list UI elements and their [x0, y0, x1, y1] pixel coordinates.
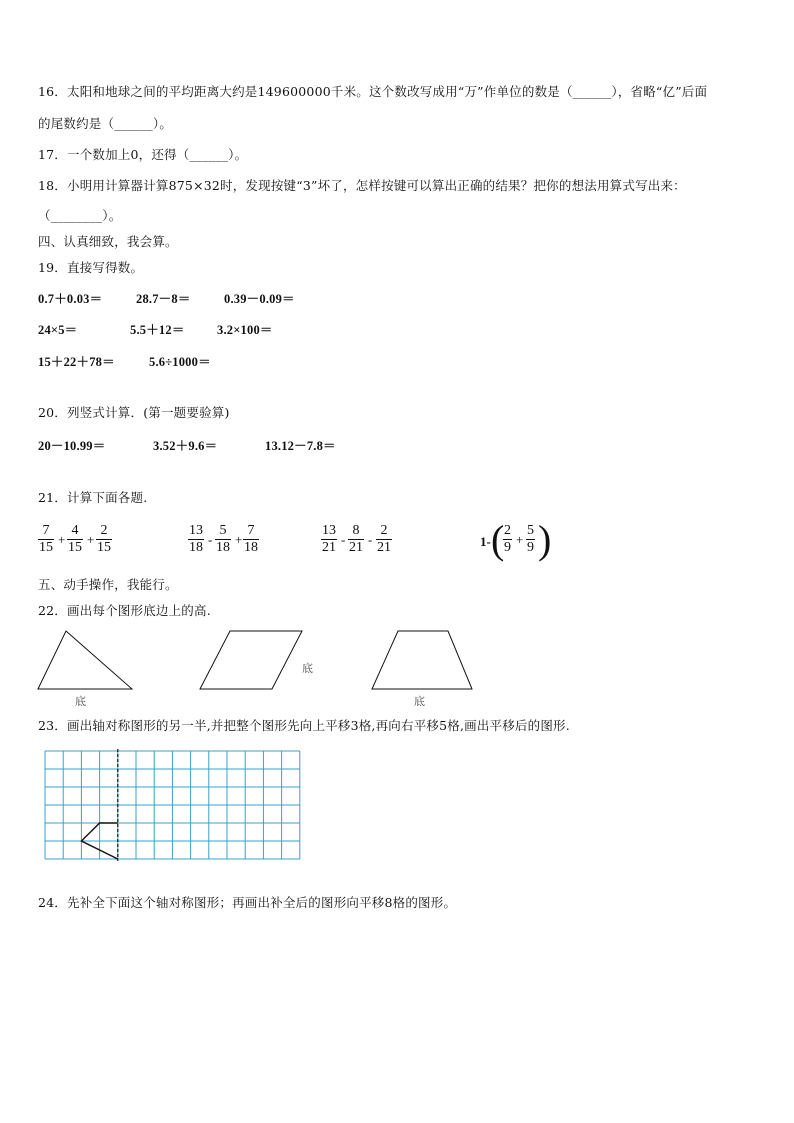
q20-item3: 13.12－7.8＝: [265, 439, 336, 453]
q23-title: 23．画出轴对称图形的另一半,并把整个图形先向上平移3格,再向右平移5格,画出平移后的图形.: [38, 718, 570, 733]
q19-r2-c3: 3.2×100＝: [217, 323, 273, 337]
q19-r2-c1: 24×5＝: [38, 323, 78, 337]
q21-e1-frac2: 4 15: [68, 523, 82, 555]
q21-e2-op2: +: [235, 532, 243, 547]
q22-trapezoid-base-label: 底: [414, 695, 425, 708]
q19-r2-c2: 5.5＋12＝: [130, 323, 185, 337]
section4-title: 四、认真细致，我会算。: [38, 234, 178, 249]
q19-r3-c1: 15＋22＋78＝: [38, 355, 115, 369]
q19-r1-c2: 28.7－8＝: [136, 292, 191, 306]
q21-e4-rparen: ): [538, 517, 552, 562]
q17-text: 17．一个数加上0，还得（______）。: [38, 147, 248, 162]
q21-e2-op1: -: [208, 532, 213, 547]
q21-e4-lparen: (: [491, 517, 505, 562]
q19-r3-c2: 5.6÷1000＝: [149, 355, 211, 369]
q16-line2: 的尾数约是（______）。: [38, 116, 173, 131]
q21-e1-op2: +: [87, 532, 95, 547]
q24-title: 24．先补全下面这个轴对称图形；再画出补全后的图形向平移8格的图形。: [38, 895, 457, 910]
q21-e2-frac3: 7 18: [244, 523, 258, 555]
q21-title: 21．计算下面各题.: [38, 490, 148, 505]
q20-item1: 20－10.99＝: [38, 439, 106, 453]
q21-e2-frac1: 13 18: [189, 523, 203, 555]
q21-e3-frac2: 8 21: [349, 523, 363, 555]
q22-parallelogram-base-label: 底: [302, 662, 313, 675]
q19-title: 19．直接写得数。: [38, 260, 144, 275]
q21-e3-frac1: 13 21: [322, 523, 336, 555]
q20-item2: 3.52＋9.6＝: [153, 439, 218, 453]
q19-r1-c1: 0.7＋0.03＝: [38, 292, 103, 306]
q21-e4-lead: 1-: [480, 534, 491, 549]
q21-e4-frac1: 2 9: [504, 523, 511, 555]
q18-line2: （________）。: [38, 208, 122, 223]
q21-e4-op1: +: [516, 532, 524, 547]
section5-title: 五、动手操作，我能行。: [38, 577, 178, 592]
q16-line1: 16．太阳和地球之间的平均距离大约是149600000千米。这个数改写成用“万”作单位的数是（______），省略“亿”后面: [38, 84, 708, 99]
q19-r1-c3: 0.39－0.09＝: [224, 292, 295, 306]
q21-e3-op1: -: [341, 532, 346, 547]
q21-e3-frac3: 2 21: [377, 523, 391, 555]
q21-e1-op1: +: [58, 532, 66, 547]
q22-triangle-base-label: 底: [75, 695, 86, 708]
q21-e3-op2: -: [368, 532, 373, 547]
q21-e1-frac1: 7 15: [39, 523, 53, 555]
q21-e4-frac2: 5 9: [527, 523, 534, 555]
q21-e1-frac3: 2 15: [97, 523, 111, 555]
q22-title: 22．画出每个图形底边上的高.: [38, 603, 211, 618]
q21-e2-frac2: 5 18: [216, 523, 230, 555]
q20-title: 20．列竖式计算．(第一题要验算): [38, 405, 230, 420]
q18-line1: 18．小明用计算器计算875×32时，发现按键“3”坏了，怎样按键可以算出正确的结果？把你的想法用算式写出来：: [38, 178, 686, 193]
